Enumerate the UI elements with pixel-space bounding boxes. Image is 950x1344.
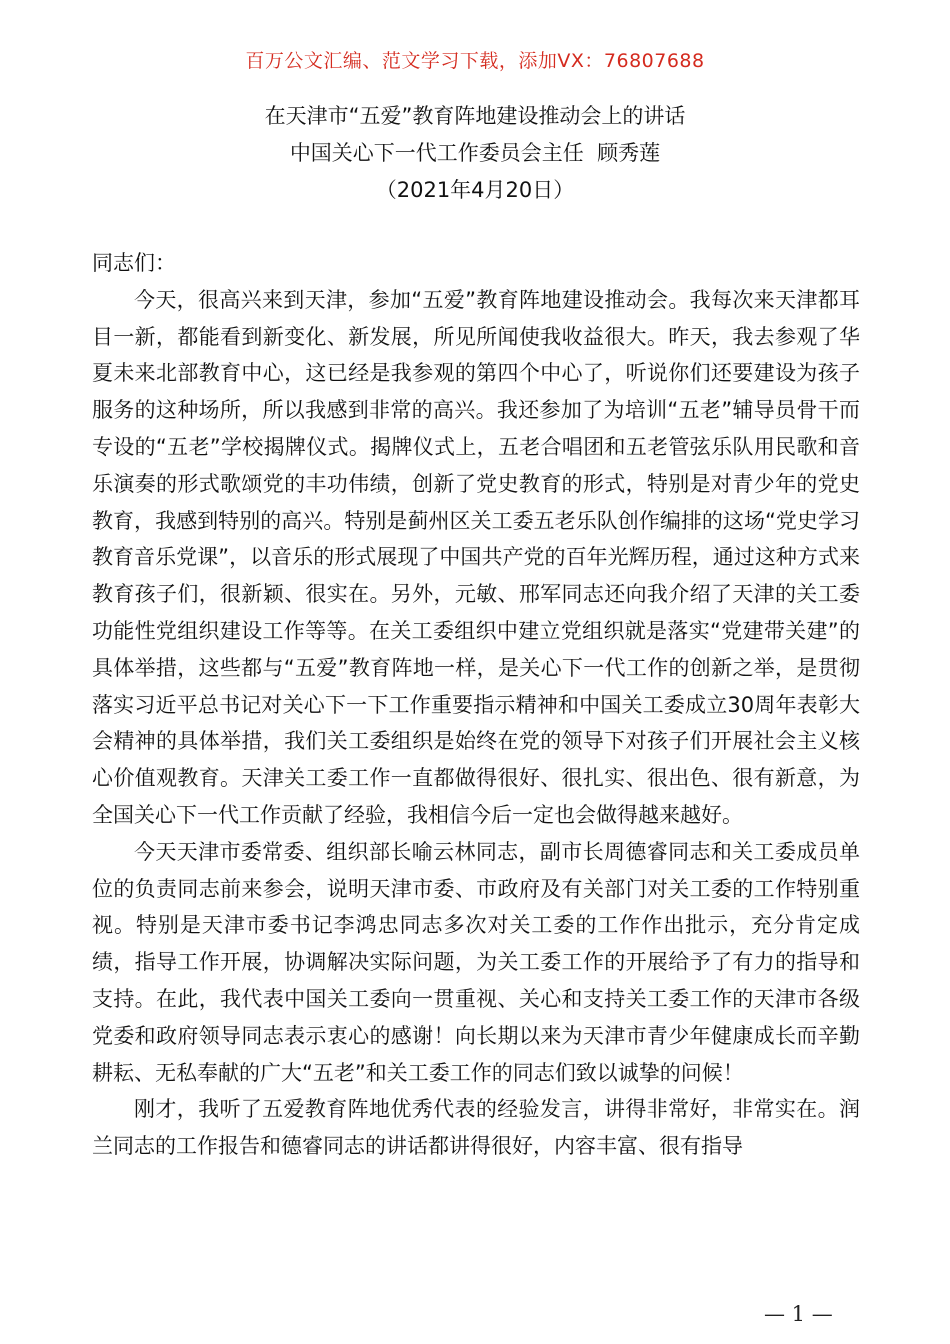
paragraph: 刚才，我听了五爱教育阵地优秀代表的经验发言，讲得非常好，非常实在。润兰同志的工作报告和德睿同志的讲话都讲得很好，内容丰富、很有指导: [92, 1097, 860, 1159]
watermark-banner: 百万公文汇编、范文学习下载，添加VX：76807688: [245, 50, 705, 72]
speech-title: 在天津市“五爱”教育阵地建设推动会上的讲话: [264, 104, 686, 128]
page-number: — 1 —: [764, 1302, 833, 1326]
speech-body: [92, 245, 860, 1165]
speech-date: （2021年4月20日）: [375, 178, 575, 202]
greeting: 同志们：: [92, 251, 176, 275]
paragraph: 今天，很高兴来到天津，参加“五爱”教育阵地建设推动会。我每次来天津都耳目一新，都能看到新变化、新发展，所见所闻使我收益很大。昨天，我去参观了华夏未来北部教育中心，这已经是我参观的第四个中心了，听说你们还要建设为孩子服务的这种场所，所以我感到非常的高兴。我还参加了为培训“五老”辅导员骨干而专设的“五老”学校揭牌仪式。揭牌仪式上，五老合唱团和五老管弦乐队用民歌和音乐演奏的形式歌颂党的丰功伟绩，创新了党史教育的形式，特别是对青少年的党史教育，我感到特别的高兴。特别是蓟州区关工委五老乐队创作编排的这场“党史学习教育音乐党课”，以音乐的形式展现了中国共产党的百年光辉历程，通过这种方式来教育孩子们，很新颖、很实在。另外，元敏、邢军同志还向我介绍了天津的关工委功能性党组织建设工作等等。在关工委组织中建立党组织就是落实“党建带关建”的具体举措，这些都与“五爱”教育阵地一样，是关心下一代工作的创新之举，是贯彻落实习近平总书记对关心下一下工作重要指示精神和中国关工委成立30周年表彰大会精神的具体举措，我们关工委组织是始终在党的领导下对孩子们开展社会主义核心价值观教育。天津关工委工作一直都做得很好、很扎实、很出色、很有新意，为全国关心下一代工作贡献了经验，我相信今后一定也会做得越来越好。: [92, 287, 860, 827]
speaker-line: 中国关心下一代工作委员会主任 顾秀莲: [289, 141, 661, 165]
paragraph: 今天天津市委常委、组织部长喻云林同志，副市长周德睿同志和关工委成员单位的负责同志前来参会，说明天津市委、市政府及有关部门对关工委的工作特别重视。特别是天津市委书记李鸿忠同志多次对关工委的工作作出批示，充分肯定成绩，指导工作开展，协调解决实际问题，为关工委工作的开展给予了有力的指导和支持。在此，我代表中国关工委向一贯重视、关心和支持关工委工作的天津市各级党委和政府领导同志表示衷心的感谢！向长期以来为天津市青少年健康成长而辛勤耕耘、无私奉献的广大“五老”和关工委工作的同志们致以诚挚的问候！: [92, 839, 860, 1085]
